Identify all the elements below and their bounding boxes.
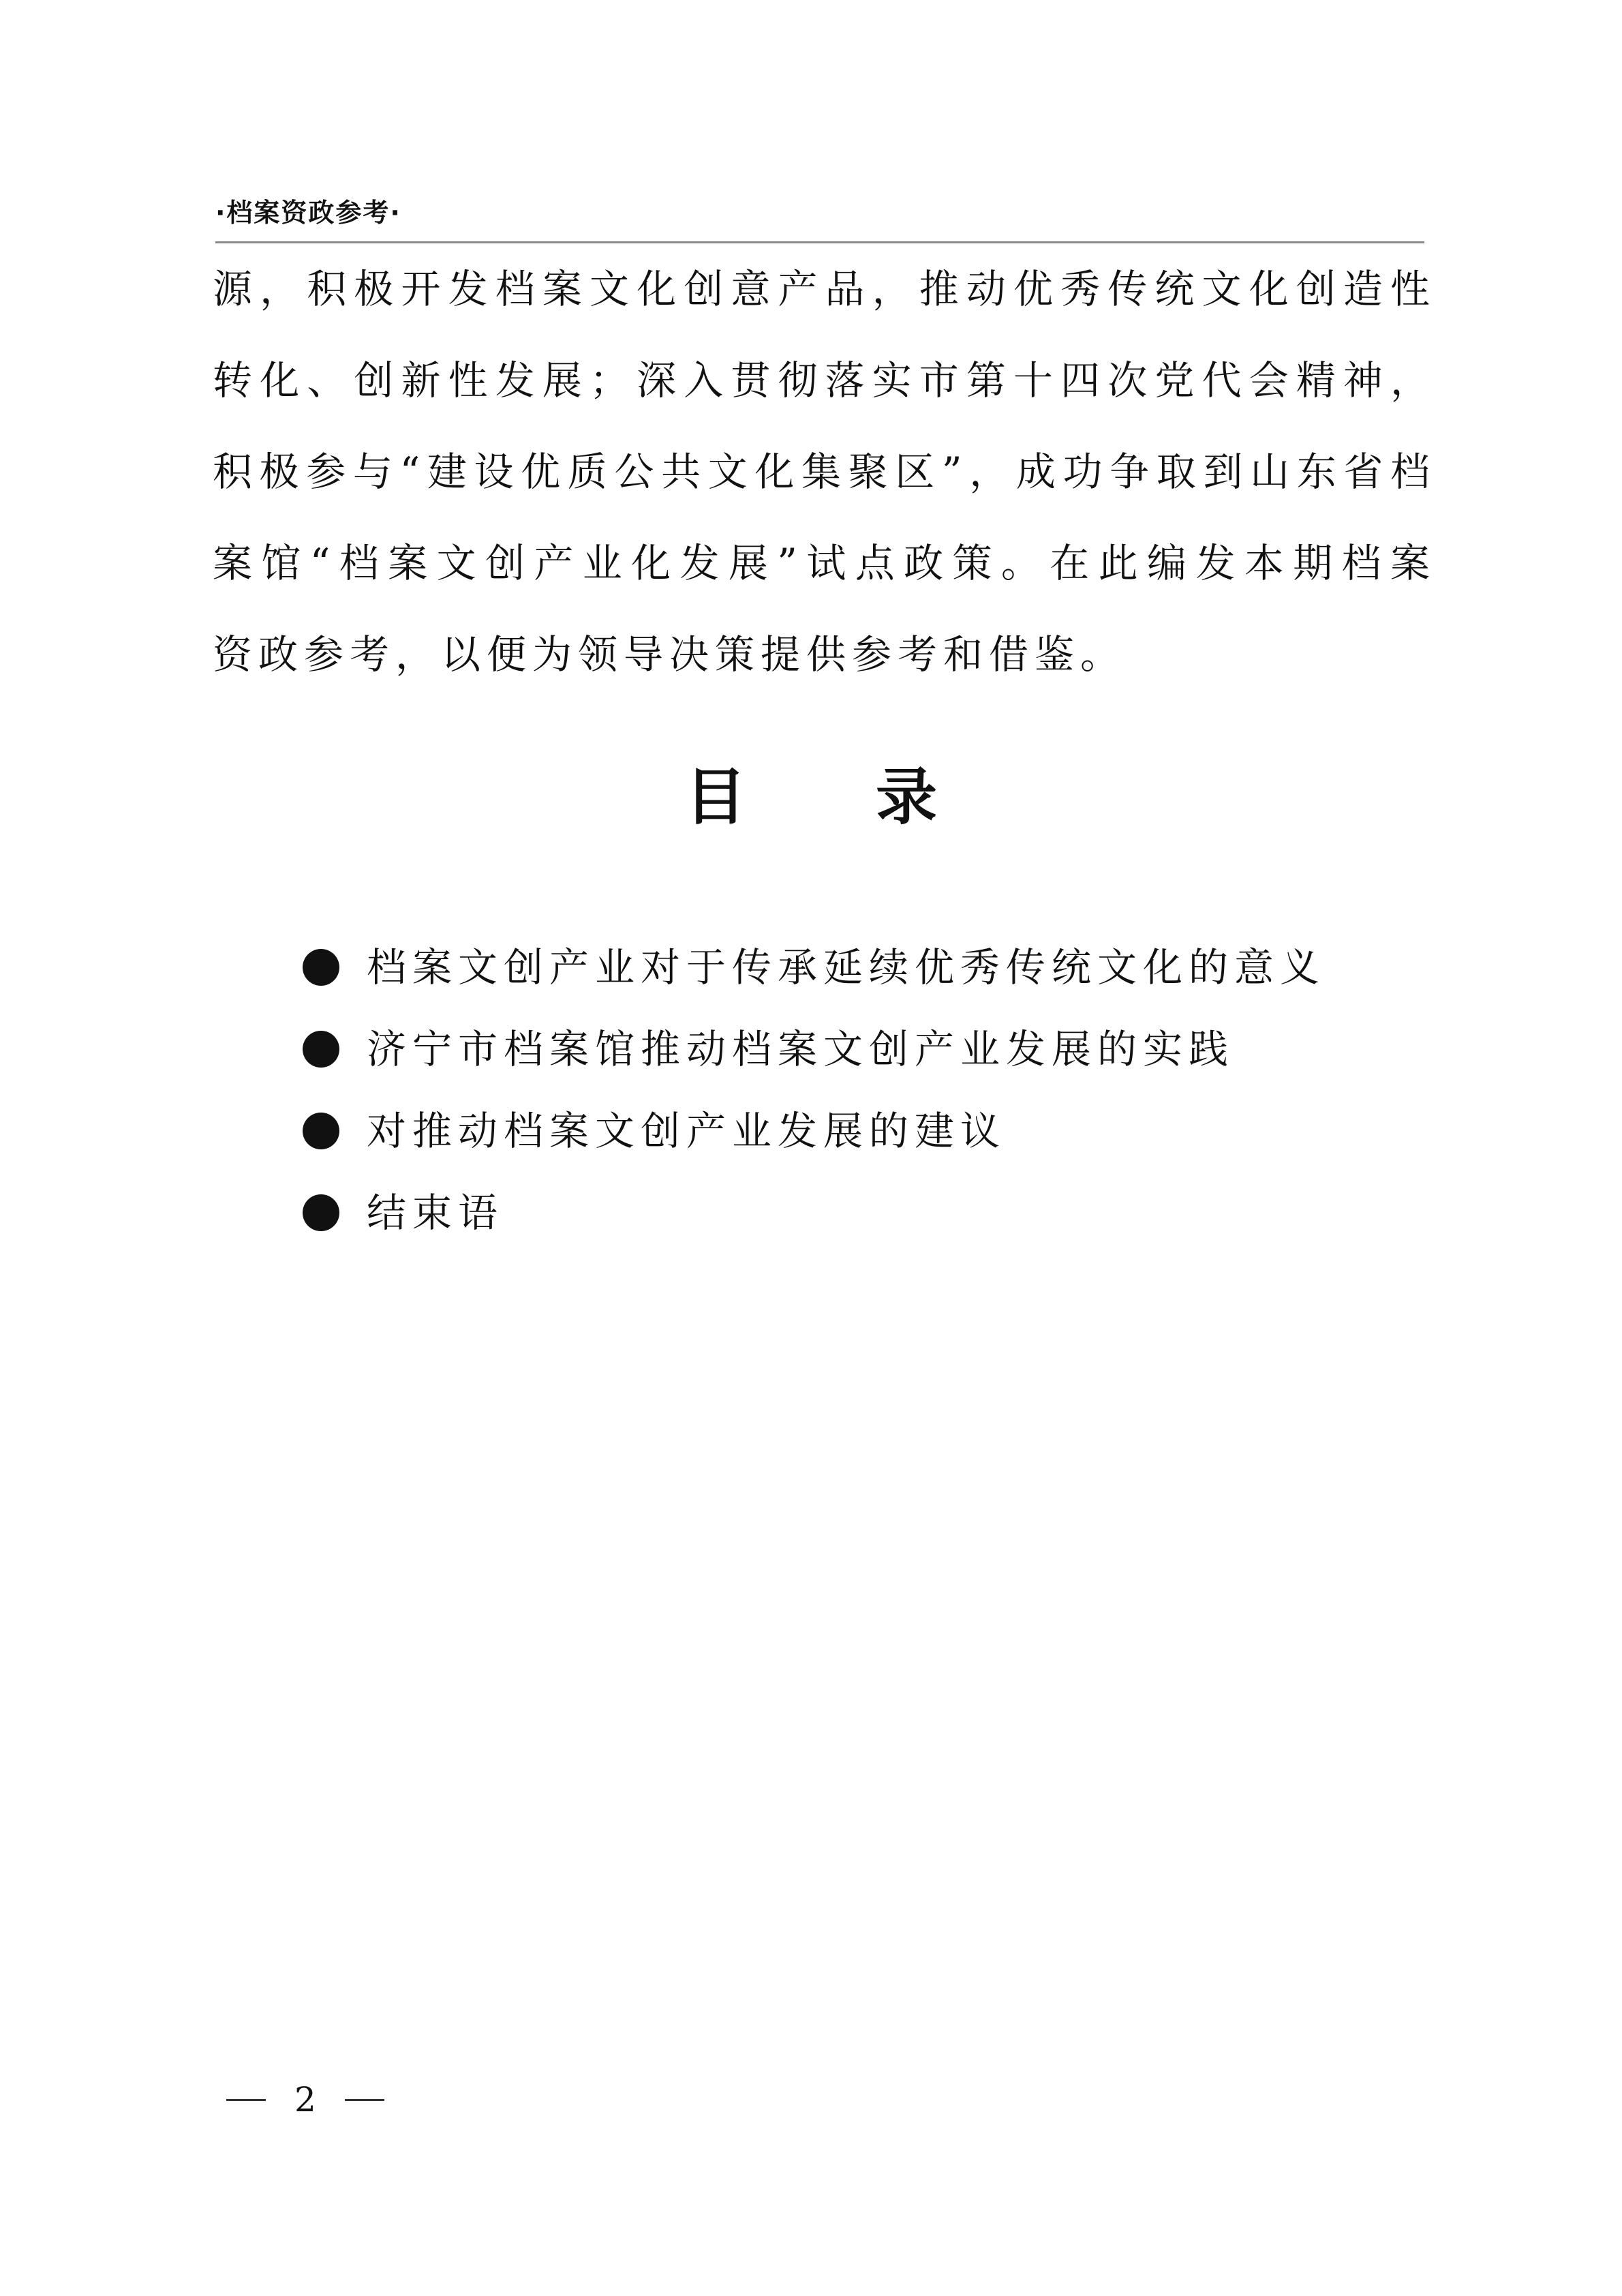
toc-item-label: 对推动档案文创产业发展的建议 [367,1108,1007,1154]
toc-item [303,1192,1326,1234]
toc-item [303,1028,1326,1070]
body-paragraph [213,266,1430,726]
toc-title: 目录 [685,761,1067,833]
body-line-2: 转化、创新性发展；深入贯彻落实市第十四次党代会精神， [213,357,1430,404]
bullet-icon [303,1194,339,1231]
toc-item [303,944,1326,991]
page-footer [226,2079,384,2120]
body-line-4: 案馆“档案文创产业化发展”试点政策。在此编发本期档案 [213,540,1430,586]
toc-item [303,1110,1326,1152]
bullet-icon [303,949,339,986]
page-number: 2 [294,2080,316,2119]
toc-item-label: 档案文创产业对于传承延续优秀传统文化的意义 [367,944,1326,991]
toc-list [303,946,1326,1273]
toc-item-label: 济宁市档案馆推动档案文创产业发展的实践 [367,1026,1235,1072]
bullet-icon [303,1113,339,1149]
running-header: ·档案资政参考· [215,198,401,228]
toc-item-label: 结束语 [367,1190,504,1236]
footer-dash-left [226,2099,266,2101]
bullet-icon [303,1031,339,1068]
body-line-3: 积极参与“建设优质公共文化集聚区”，成功争取到山东省档 [213,449,1430,495]
header-divider [215,241,1424,243]
footer-dash-right [345,2099,384,2101]
body-line-5: 资政参考，以便为领导决策提供参考和借鉴。 [213,631,1127,678]
body-line-1: 源，积极开发档案文化创意产品，推动优秀传统文化创造性 [213,266,1430,312]
